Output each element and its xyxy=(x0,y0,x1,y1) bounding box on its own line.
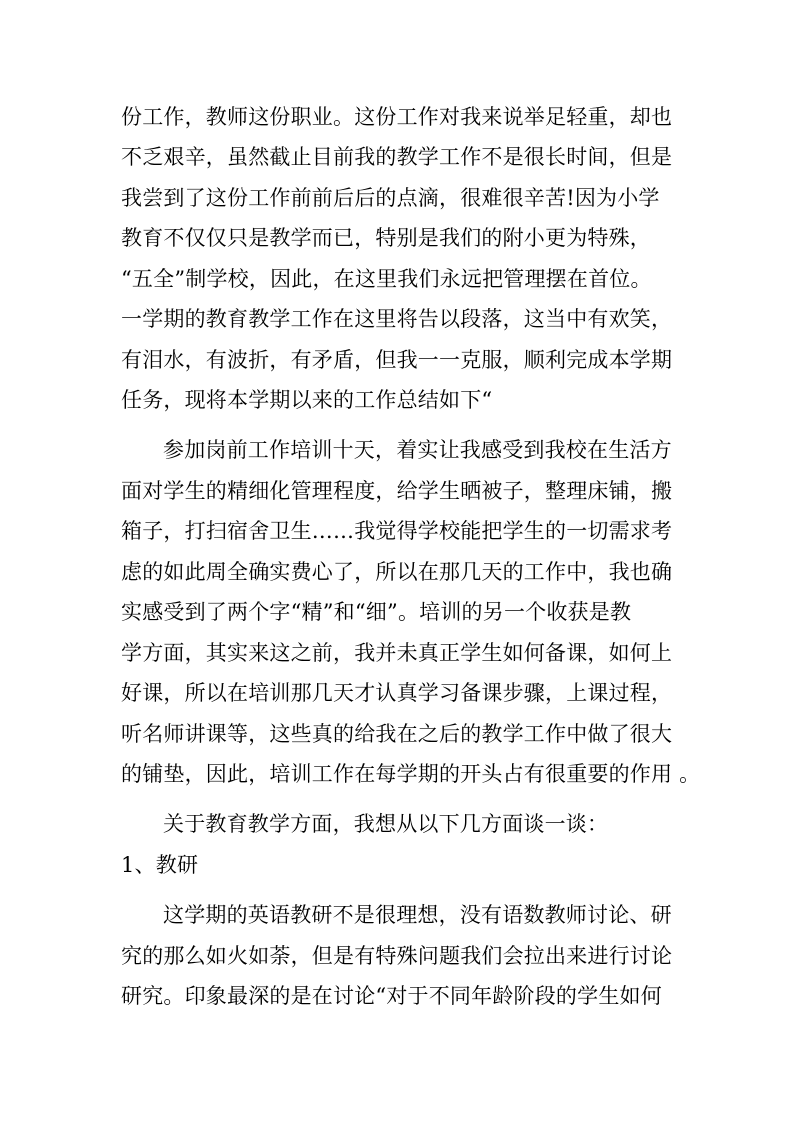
text-line-11: 箱子，打扫宿舍卫生……我觉得学校能把学生的一切需求考 xyxy=(121,519,673,543)
text-line-5: “五全”制学校，因此，在这里我们永远把管理摆在首位。 xyxy=(121,267,652,291)
text-line-17: 的铺垫，因此，培训工作在每学期的开头占有很重要的作用 。 xyxy=(121,762,701,786)
text-line-6: 一学期的教育教学工作在这里将告以段落，这当中有欢笑， xyxy=(121,307,673,331)
text-line-3: 我尝到了这份工作前前后后的点滴，很难很辛苦!因为小学 xyxy=(121,186,660,210)
text-line-1: 份工作，教师这份职业。这份工作对我来说举足轻重，却也 xyxy=(121,105,673,129)
text-line-2: 不乏艰辛，虽然截止目前我的教学工作不是很长时间，但是 xyxy=(121,145,673,169)
text-line-21: 究的那么如火如荼，但是有特殊问题我们会拉出来进行讨论 xyxy=(121,944,673,968)
text-line-7: 有泪水，有波折，有矛盾，但我一一克服，顺利完成本学期 xyxy=(121,348,673,372)
paragraph-4-first-line: 这学期的英语教研不是很理想，没有语数教师讨论、研 xyxy=(163,903,672,927)
text-line-8: 任务，现将本学期以来的工作总结如下“ xyxy=(121,388,493,412)
text-line-12: 虑的如此周全确实费心了，所以在那几天的工作中，我也确 xyxy=(121,560,673,584)
text-line-14: 学方面，其实来这之前，我并未真正学生如何备课，如何上 xyxy=(121,641,673,665)
section-heading: 1、教研 xyxy=(121,853,199,877)
paragraph-2-first-line: 参加岗前工作培训十天，着实让我感受到我校在生活方 xyxy=(163,438,672,462)
text-line-4: 教育不仅仅只是教学而已，特别是我们的附小更为特殊， xyxy=(121,226,651,250)
text-line-22: 研究。印象最深的是在讨论“对于不同年龄阶段的学生如何 xyxy=(121,984,662,1008)
text-line-13: 实感受到了两个字“精”和“细”。培训的另一个收获是教 xyxy=(121,600,632,624)
text-line-10: 面对学生的精细化管理程度，给学生晒被子，整理床铺，搬 xyxy=(121,479,673,503)
text-line-16: 听名师讲课等，这些真的给我在之后的教学工作中做了很大 xyxy=(121,722,673,746)
paragraph-3-line: 关于教育教学方面，我想从以下几方面谈一谈： xyxy=(163,812,609,836)
text-line-15: 好课，所以在培训那几天才认真学习备课步骤，上课过程， xyxy=(121,681,673,705)
